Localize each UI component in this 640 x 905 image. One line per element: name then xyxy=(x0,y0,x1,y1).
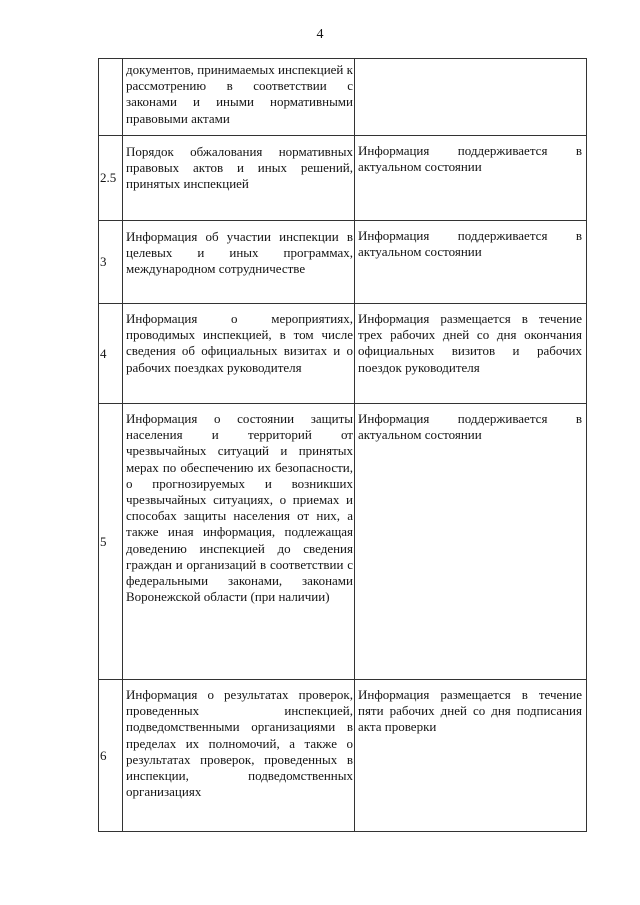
table-row xyxy=(99,136,587,221)
row-info: Информация размещается в течение трех рабочих дней со дня окончания официальных визитов и рабочих поездок руководителя xyxy=(358,311,582,375)
row-info: Информация размещается в течение пяти рабочих дней со дня подписания акта проверки xyxy=(358,687,582,735)
row-info: Информация поддерживается в актуальном состоянии xyxy=(358,411,582,443)
row-info-cell xyxy=(355,221,587,304)
row-description: Информация об участии инспекции в целевых и иных программах, международном сотрудничестве xyxy=(126,229,353,277)
table-row xyxy=(99,680,587,832)
table-row xyxy=(99,221,587,304)
table-row xyxy=(99,59,587,136)
row-description: Информация о мероприятиях, проводимых инспекцией, в том числе сведения об официальных визитах и о рабочих поездках руководителя xyxy=(126,311,353,375)
row-description-cell xyxy=(123,136,355,221)
row-info-cell xyxy=(355,59,587,136)
row-description-cell xyxy=(123,59,355,136)
row-number: 6 xyxy=(99,680,123,832)
table-row xyxy=(99,304,587,404)
row-description: Порядок обжалования нормативных правовых актов и иных решений, принятых инспекцией xyxy=(126,144,353,192)
table-row xyxy=(99,404,587,680)
row-number: 4 xyxy=(99,304,123,404)
row-description: Информация о результатах проверок, проведенных инспекцией, подведомственными организациями в пределах их полномочий, а также о результатах проверок, проведенных в инспекции, подведомственных организациях xyxy=(126,687,353,800)
row-info-cell xyxy=(355,136,587,221)
row-description-cell xyxy=(123,680,355,832)
row-info-cell xyxy=(355,304,587,404)
row-description: документов, принимаемых инспекцией к рассмотрению в соответствии с законами и иными нормативными правовыми актами xyxy=(126,62,353,126)
row-number: 3 xyxy=(99,221,123,304)
row-description-cell xyxy=(123,404,355,680)
row-info: Информация поддерживается в актуальном состоянии xyxy=(358,228,582,260)
row-info-cell xyxy=(355,680,587,832)
row-info: Информация поддерживается в актуальном состоянии xyxy=(358,143,582,175)
row-number: 2.5 xyxy=(99,136,123,221)
page-number: 4 xyxy=(316,27,324,42)
row-info xyxy=(355,59,586,70)
row-number xyxy=(99,59,123,136)
row-description-cell xyxy=(123,221,355,304)
row-number: 5 xyxy=(99,404,123,680)
row-description: Информация о состоянии защиты населения и территорий от чрезвычайных ситуаций и принятых мерах по обеспечению их безопасности, о прогнозируемых и возникших чрезвычайных ситуациях, о приемах и способах защиты населения от них, а также иная информация, подлежащая доведению инспекцией до сведения граждан и организаций в соответствии с федеральными законами, законами Воронежской области (при наличии) xyxy=(126,411,353,605)
information-table xyxy=(98,58,587,832)
row-description-cell xyxy=(123,304,355,404)
row-info-cell xyxy=(355,404,587,680)
